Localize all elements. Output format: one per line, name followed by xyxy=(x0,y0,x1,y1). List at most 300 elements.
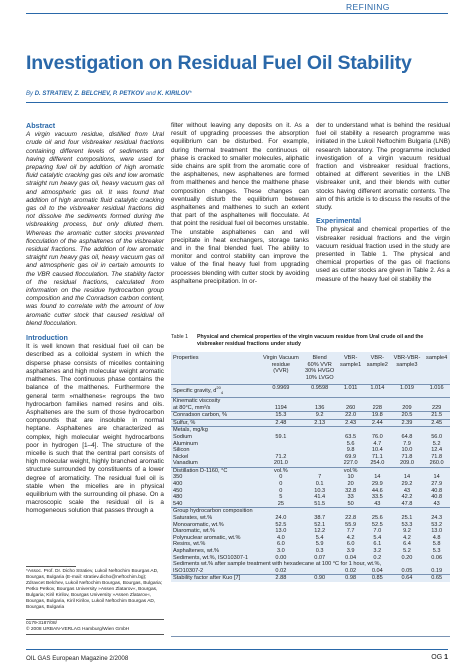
table-cell: 0.2 xyxy=(373,554,382,561)
table-cell: 7 xyxy=(318,474,322,481)
table-cell xyxy=(302,508,337,515)
row-label-text: ISO10307-2 xyxy=(173,567,204,574)
table-cell: 9.2 xyxy=(403,528,411,535)
table-cell: 0.1 xyxy=(315,481,324,488)
table-cell: 10.4 xyxy=(371,447,383,454)
row-label xyxy=(171,535,260,542)
properties-table xyxy=(171,352,450,582)
table-cell: 33.5 xyxy=(371,494,383,501)
author-footnote-mark: * xyxy=(189,91,192,97)
table-cell: 52.1 xyxy=(314,521,326,528)
table-row xyxy=(171,481,450,488)
table-cell: 24.3 xyxy=(431,515,443,522)
table-cell: 22.0 xyxy=(337,412,364,420)
header-line: VBR- xyxy=(370,355,384,361)
table-cell: 27.9 xyxy=(431,481,443,488)
table-cell: 22.8 xyxy=(345,515,357,522)
table-cell: 53.2 xyxy=(431,521,443,528)
introduction-heading: Introduction xyxy=(26,333,68,343)
table-cell: 52.5 xyxy=(371,521,383,528)
footnote-text: *Assoc. Prof. Dr. Dicho Stratiev, Lukoil Neftochim Bourgas AD, Bourgas, Bulgaria (E-mail: stratiev.dicho@neftochim.bg); Zdravcet Belchev, Lukoil Neftochim Bourgas, Bourgas, Bulgaria; Petko Petkov, Bourgas University »Assen Zlatarov«, Bourgas, Bulgaria; Kiril Kirilov, Bourgas University »Assen Zlatarov«, Bourgas, Bulgaria, Kiril Kirilov, Lukoil Neftochim Bourgas AD, Bourgas, Bulgaria xyxy=(26,569,163,610)
table-cell xyxy=(302,467,337,474)
table-cell: 52.5 xyxy=(275,521,287,528)
table-cell: 209.0 xyxy=(399,460,414,467)
table-cell xyxy=(302,447,337,454)
footer-rule xyxy=(26,649,448,650)
table-cell: 71.8 xyxy=(431,453,443,460)
table-cell: 25.1 xyxy=(401,515,413,522)
table-cell: 14 xyxy=(403,474,411,481)
table-cell: 53.3 xyxy=(401,521,413,528)
row-label xyxy=(171,501,260,508)
table-cell: 6.0 xyxy=(276,541,285,548)
table-cell: 63.5 xyxy=(345,433,357,440)
table-header-row xyxy=(171,352,450,385)
table-label: Table 1 xyxy=(171,334,189,340)
table-cell xyxy=(260,508,302,515)
authors-names: D. STRATIEV, Z. BELCHEV, P. PETKOV xyxy=(34,91,145,97)
row-label-text: Kinematic viscosity xyxy=(173,397,221,404)
row-label xyxy=(171,474,260,481)
table-cell: 4.2 xyxy=(346,534,355,541)
table-cell: 44.6 xyxy=(371,487,383,494)
table-cell: 0.98 xyxy=(337,575,364,582)
table-cell: 40.8 xyxy=(431,487,443,494)
table-cell: 12.2 xyxy=(314,528,326,535)
table-cell: 24.0 xyxy=(275,515,287,522)
table-caption-text: Physical and chemical properties of the virgin vacuum residue from Ural crude oil and the visbreaker residual fractions under study xyxy=(197,334,424,347)
table-cell: 64.8 xyxy=(401,433,413,440)
table-cell: 0.02 xyxy=(345,567,357,574)
row-label-text: Resins, wt.% xyxy=(173,541,206,548)
table-cell: 21.5 xyxy=(423,412,450,420)
header-line: Properties xyxy=(173,355,199,361)
row-label xyxy=(171,385,260,398)
row-label xyxy=(171,427,260,434)
table-cell: 3.9 xyxy=(346,548,355,554)
table-cell: 5.6 xyxy=(346,440,355,447)
row-label-text: Monoaromatic, wt.% xyxy=(173,521,224,528)
header-line: sample3 xyxy=(396,361,418,368)
table-cell xyxy=(302,427,337,434)
table-cell: 15.3 xyxy=(260,412,302,420)
table-cell: 20 xyxy=(347,481,354,488)
table-cell: 0.05 xyxy=(401,567,413,574)
table-header-5 xyxy=(391,352,424,385)
table-row xyxy=(171,419,450,427)
table-cell: 50 xyxy=(347,500,354,507)
table-cell: 0.65 xyxy=(423,575,450,582)
table-cell: 1.016 xyxy=(423,385,450,398)
row-label-text: Sodium xyxy=(173,433,192,440)
row-label xyxy=(171,488,260,495)
row-label-text: 400 xyxy=(173,481,183,488)
table-row xyxy=(171,494,450,501)
table-cell: 43 xyxy=(403,487,411,494)
table-row xyxy=(171,555,450,562)
row-label-text: 350 xyxy=(173,474,183,481)
row-label-text: 450 xyxy=(173,487,183,494)
table-cell: 227.0 xyxy=(343,460,358,467)
row-label-text: Sulfur, % xyxy=(173,419,196,426)
row-label-text: Diaromatic, wt.% xyxy=(173,528,215,535)
table-cell: 1.011 xyxy=(337,385,364,398)
table-row xyxy=(171,434,450,441)
table-header-0 xyxy=(171,352,260,385)
table-caption xyxy=(171,334,450,347)
abstract-text: A virgin vacuum residue, distilled from Ural crude oil and four visbreaker residual fractions containing different levels of sediments and having different compositions, were used for preparing fuel oil by addition of high aromatic fluid catalytic cracking gas oils and low aromatic straight run heavy gas oil, heavy vacuum gas oil and atmospheric gas oil. It was found that addition of high aromatic fluid catalytic cracking gas oil to the visbreaker residual fractions did not dissolve the sediments formed during the visbreaking process, but only diluted them. Whereas the aromatic cutter stocks prevented flocculation of the asphaltenes of the visbreaker residual fractions. The addition of low aromatic straight run heavy gas oil, heavy vacuum gas oil and atmospheric gas oil in certain amounts to the VBR caused flocculation. The stability factor of the residual fractions, calculated from information on the residue hydrocarbon group composition and the Conradson carbon content, was found to correlate with the amount of low aromatic cutter stock that caused residual oil blend flocculation. xyxy=(26,131,164,327)
table-cell: 38.7 xyxy=(314,515,326,522)
table-cell: 3.0 xyxy=(276,548,285,554)
table-row xyxy=(171,541,450,548)
title-rule xyxy=(26,102,448,103)
and-label: and xyxy=(145,91,156,97)
table-cell: 13.0 xyxy=(275,528,287,535)
row-label-sub: 4 xyxy=(220,390,224,396)
table-cell: 2.43 xyxy=(337,419,364,427)
row-label xyxy=(171,528,260,535)
table-cell: 25.6 xyxy=(371,515,383,522)
table-cell: 76.0 xyxy=(371,433,383,440)
table-row xyxy=(171,397,450,411)
row-label-text: Aluminum xyxy=(173,440,198,447)
row-label xyxy=(171,575,260,582)
copyright: © 2008 URBAN-VERLAG Hamburg/Wien GmbH xyxy=(26,627,130,632)
table-cell: 4.0 xyxy=(276,534,285,541)
issn-box xyxy=(26,619,164,635)
header-line: VBR- xyxy=(343,355,358,361)
table-cell xyxy=(260,441,302,448)
table-cell: 0.04 xyxy=(371,567,383,574)
row-label xyxy=(171,419,260,427)
table-cell: 0.02 xyxy=(275,567,287,574)
table-cell: 9.2 xyxy=(302,412,337,420)
table-cell xyxy=(260,447,302,454)
header-line: sample4 xyxy=(426,355,448,361)
footnote-rule xyxy=(26,566,76,567)
table-cell: 71.2 xyxy=(275,453,287,460)
table-cell: 3.2 xyxy=(373,548,382,554)
experimental-heading: Experimental xyxy=(316,216,362,226)
table-row xyxy=(171,488,450,495)
table-row xyxy=(171,575,450,582)
table-row xyxy=(171,385,450,398)
top-rule xyxy=(26,13,448,14)
table-header-4 xyxy=(364,352,391,385)
table-row xyxy=(171,412,450,420)
table-cell: 0 xyxy=(279,487,283,494)
row-label xyxy=(171,508,260,515)
last-author: K. KIRILOV xyxy=(157,91,190,97)
table-cell: 0.90 xyxy=(302,575,337,582)
table-cell: 42.2 xyxy=(401,494,413,501)
table-row xyxy=(171,561,450,568)
table-cell xyxy=(423,427,450,434)
table-cell: 260.0 xyxy=(429,460,444,467)
table-cell: 209 xyxy=(391,397,424,411)
table-cell: 2.13 xyxy=(302,419,337,427)
row-label xyxy=(171,515,260,522)
row-label-text: Group hydrocarbon composition xyxy=(173,508,253,515)
table-cell: 47.8 xyxy=(401,500,413,507)
row-label xyxy=(171,555,260,562)
table-cell: 7.0 xyxy=(373,528,382,535)
row-label xyxy=(171,434,260,441)
table-cell: vol.% xyxy=(260,467,302,474)
row-label xyxy=(171,561,450,568)
table-cell: 29.2 xyxy=(401,481,413,488)
table-row xyxy=(171,535,450,542)
table-header-3 xyxy=(337,352,364,385)
row-label xyxy=(171,568,260,575)
table-row xyxy=(171,460,450,467)
row-label-text: Specific gravity, d xyxy=(173,388,217,395)
table-cell: 6.4 xyxy=(403,541,411,548)
row-label xyxy=(171,494,260,501)
table-cell: 71.1 xyxy=(371,453,383,460)
row-label-sup: 20 xyxy=(216,385,221,391)
table-cell: 5.8 xyxy=(432,541,441,548)
article-title: Investigation on Residual Fuel Oil Stability xyxy=(26,52,412,74)
table-cell: 254.0 xyxy=(370,460,385,467)
column-2 xyxy=(171,122,309,286)
table-cell: 6.1 xyxy=(373,541,382,548)
row-label xyxy=(171,447,260,454)
header-line: (VVR) xyxy=(273,368,289,375)
row-label xyxy=(171,467,260,474)
table-cell: 14 xyxy=(433,474,440,481)
authors-line xyxy=(26,91,192,97)
table-cell xyxy=(364,427,391,434)
table-cell: 59.1 xyxy=(275,433,287,440)
table-row xyxy=(171,528,450,535)
table-cell xyxy=(337,508,364,515)
row-label xyxy=(171,460,260,467)
introduction-text: It is well known that residual fuel oil can be described as a colloidal system in which the disperse phase consists of micelles containing asphaltenes and high molecular weight aromatic malthenes. The continuous phase contains the balance of the malthenes. Furthermore the general term »malthenes« regroups the two hydrocarbon families named resins and oils. Asphaltenes are the sum of those hydrocarbon compounds that are insoluble in normal heptane. Asphaltenes are characterized as complex, high molecular weight hydrocarbons poor in hydrogen [1–4]. The structure of the micelle is such that the central part consists of high molecular weight, highly branched aromatic structure surrounded by constituents of a lower degree of aromaticity. The residual fuel oil is stable when the micelles are in physical equilibrium with the surrounding oil phase. On a macroscopic scale the residual oil is a homogeneous solution that passes through a xyxy=(26,343,164,515)
table-cell: 41.4 xyxy=(314,494,326,501)
table-cell: 55.9 xyxy=(345,521,357,528)
column-2-text: filter without leaving any deposits on it. As a result of upgrading processes the absorption equilibrium can be disturbed. For example, during thermal treatment the continuous oil phase is cracked to smaller molecules, aliphatic side chains are split from the aromatic core of the asphaltenes, new asphaltenes are formed from malthenes and hence the malthene phase composition changes. These changes can eventually disturb the equilibrium between asphaltenes and malthenes to such an extent that part of the asphaltenes will flocculate. At that point the residual fuel oil becomes unstable. The unstable asphaltenes can and will precipitate in heat exchangers, storage tanks and in the final blended fuel. The ability to monitor and control stability can improve the value of the final heavy fuel from upgrading processes blending with cutter stock by avoiding asphaltene precipitation. In or- xyxy=(171,122,309,285)
table-cell: 229 xyxy=(423,397,450,411)
table-cell: 0.64 xyxy=(391,575,424,582)
row-label-text: Distillation D-1160, °C xyxy=(173,467,228,474)
author-footnote xyxy=(26,566,164,611)
row-label-text: Metals, mg/kg xyxy=(173,427,208,434)
row-label xyxy=(171,454,260,461)
row-label xyxy=(171,397,260,411)
row-label-line2: at 80°C, mm²/s xyxy=(173,404,211,411)
table-row xyxy=(171,454,450,461)
table-cell xyxy=(364,467,391,474)
journal-name: OIL GAS European Magazine 2/2008 xyxy=(26,655,129,662)
page-number xyxy=(431,654,448,661)
table-cell: vol.% xyxy=(337,467,364,474)
row-label-text: 540 xyxy=(173,500,183,507)
by-label: By xyxy=(26,91,34,97)
table-cell: 12.4 xyxy=(431,447,443,454)
table-cell: 14 xyxy=(374,474,381,481)
table-cell: 0.3 xyxy=(315,548,324,554)
table-cell: 0.04 xyxy=(345,554,357,561)
table-header-2 xyxy=(302,352,337,385)
table-cell: 228 xyxy=(364,397,391,411)
table-cell: 0.20 xyxy=(401,554,413,561)
abstract-heading: Abstract xyxy=(26,121,56,130)
table-row xyxy=(171,548,450,555)
table-row xyxy=(171,474,450,481)
table-cell: 1.014 xyxy=(364,385,391,398)
row-label-text: Vanadium xyxy=(173,460,198,467)
table-header-6 xyxy=(423,352,450,385)
table-cell: 51.5 xyxy=(314,500,326,507)
row-label xyxy=(171,541,260,548)
header-line: residue xyxy=(271,361,291,368)
table-cell: 5.9 xyxy=(315,541,324,548)
table-row xyxy=(171,508,450,515)
table-cell xyxy=(302,568,337,575)
table-cell xyxy=(302,460,337,467)
table-cell xyxy=(302,454,337,461)
table-header-1 xyxy=(260,352,302,385)
row-label-text: Sediments, wt.%, ISO10307-1 xyxy=(173,554,248,561)
row-label xyxy=(171,481,260,488)
table-cell xyxy=(364,508,391,515)
row-label xyxy=(171,412,260,420)
table-cell: 260 xyxy=(337,397,364,411)
table-row xyxy=(171,515,450,522)
table-cell: 0.85 xyxy=(364,575,391,582)
table-cell: 33 xyxy=(347,494,354,501)
row-label-text: Polynuclear aromatic, wt.% xyxy=(173,534,241,541)
table-cell: 0.9969 xyxy=(260,385,302,398)
table-cell: 0.19 xyxy=(431,567,443,574)
table-row xyxy=(171,501,450,508)
table-cell: 40.8 xyxy=(431,494,443,501)
issn: 0179-3187/08/ xyxy=(26,621,57,626)
table-cell: 0.9598 xyxy=(302,385,337,398)
header-line: Blend xyxy=(312,355,327,361)
table-cell: 43 xyxy=(433,500,440,507)
row-label-text: Silicon xyxy=(173,447,190,454)
table-cell: 0.06 xyxy=(431,554,443,561)
table-cell xyxy=(391,427,424,434)
column-1 xyxy=(26,122,164,516)
table-cell: 71.8 xyxy=(401,453,413,460)
table-cell: 6.0 xyxy=(346,541,355,548)
section-tag: REFINING xyxy=(346,2,390,12)
table-cell: 1194 xyxy=(260,397,302,411)
row-label xyxy=(171,441,260,448)
table-row xyxy=(171,467,450,474)
table-cell xyxy=(423,467,450,474)
table-cell: 2.88 xyxy=(260,575,302,582)
header-line: sample2 xyxy=(366,361,388,368)
table-cell xyxy=(391,508,424,515)
table-cell: 69.9 xyxy=(345,453,357,460)
table-cell: 19.8 xyxy=(364,412,391,420)
table-cell: 0 xyxy=(279,474,283,481)
table-cell: 56.0 xyxy=(431,433,443,440)
table-cell xyxy=(302,441,337,448)
table-row xyxy=(171,522,450,529)
column-3-text: der to understand what is behind the residual fuel oil stability a research programme was initiated in the Lukoil Neftochim Bulgaria (LNB) research laboratory. The programme included investigation of a virgin vacuum residual fraction and visbreaker residual fractions, obtained at different severities in the LNB visbreaker unit, and their blends with cutter stocks having different aromatic contents. The aim of this article is to discuss the results of the study. xyxy=(316,122,450,212)
table-cell: 201.0 xyxy=(273,460,288,467)
table-cell: 4.2 xyxy=(403,534,411,541)
header-line: Virgin Vacuum xyxy=(262,355,299,361)
table-cell: 0.00 xyxy=(275,554,287,561)
table-cell: 5.3 xyxy=(432,548,441,554)
header-line: VBR-VBR- xyxy=(393,355,421,361)
experimental-text: The physical and chemical properties of the visbreaker residual fractions and the virgin vacuum residual fraction used in the study are presented in Table 1. The physical and chemical properties of the gas oil fractions used as cutter stocks are given in Table 2. As a measure of the heavy fuel oil stability the xyxy=(316,226,450,283)
column-3 xyxy=(316,122,450,284)
row-label-text: Sediments wt.% after sample treatment with hexadecane at 100 °C for 1 hour, wt.%, xyxy=(173,561,382,568)
table-cell: 2.44 xyxy=(364,419,391,427)
row-label-text: Conradson carbon, % xyxy=(173,412,228,419)
row-label-text: 480 xyxy=(173,494,183,501)
table-cell: 7.9 xyxy=(403,440,411,447)
table-cell xyxy=(337,427,364,434)
header-line: 10% LVGO xyxy=(305,374,334,381)
table-cell: 136 xyxy=(302,397,337,411)
table-cell: 13.0 xyxy=(431,528,443,535)
page-num: 1 xyxy=(444,654,448,661)
table-cell: 5.4 xyxy=(315,534,324,541)
row-label xyxy=(171,548,260,555)
table-cell: 5.2 xyxy=(432,440,441,447)
table-cell: 29.9 xyxy=(371,481,383,488)
table-cell: 0.07 xyxy=(314,554,326,561)
table-cell: 0 xyxy=(279,481,283,488)
table-cell: 9.8 xyxy=(346,447,355,454)
table-cell: 7.7 xyxy=(346,528,355,535)
table-row xyxy=(171,568,450,575)
header-line: 60% VVR xyxy=(307,361,332,368)
table-bottom-rule xyxy=(171,636,450,637)
table-cell: 10.3 xyxy=(314,487,326,494)
table-cell xyxy=(423,508,450,515)
table-cell: 5 xyxy=(279,494,283,501)
header-line: 30% HVGO xyxy=(305,368,335,375)
table-cell xyxy=(391,467,424,474)
row-label xyxy=(171,522,260,529)
table-cell: 25 xyxy=(277,500,284,507)
header-line: sample1 xyxy=(340,361,362,368)
row-label-text: Stability factor after Kuo [7] xyxy=(173,575,241,582)
row-label-text: Asphaltenes, wt.% xyxy=(173,548,220,554)
table-cell: 2.45 xyxy=(423,419,450,427)
table-cell: 43 xyxy=(374,500,381,507)
table-cell: 4.8 xyxy=(432,534,441,541)
table-cell: 4.7 xyxy=(373,440,382,447)
table-cell xyxy=(302,434,337,441)
page-prefix: OG xyxy=(431,654,443,661)
row-label-text: Saturates, wt.% xyxy=(173,515,213,522)
table-cell: 2.39 xyxy=(391,419,424,427)
row-label-text: Nickel xyxy=(173,453,189,460)
table-row xyxy=(171,427,450,434)
table-cell: 2.48 xyxy=(260,419,302,427)
table-row xyxy=(171,441,450,448)
table-cell: 20.5 xyxy=(391,412,424,420)
table-cell: 5.4 xyxy=(373,534,382,541)
table-cell: 32.8 xyxy=(345,487,357,494)
table-row xyxy=(171,447,450,454)
table-cell: 5.2 xyxy=(403,548,411,554)
table-cell: 10.0 xyxy=(401,447,413,454)
table-cell: 1.019 xyxy=(391,385,424,398)
table-cell xyxy=(260,427,302,434)
table-cell: 10 xyxy=(347,474,354,481)
